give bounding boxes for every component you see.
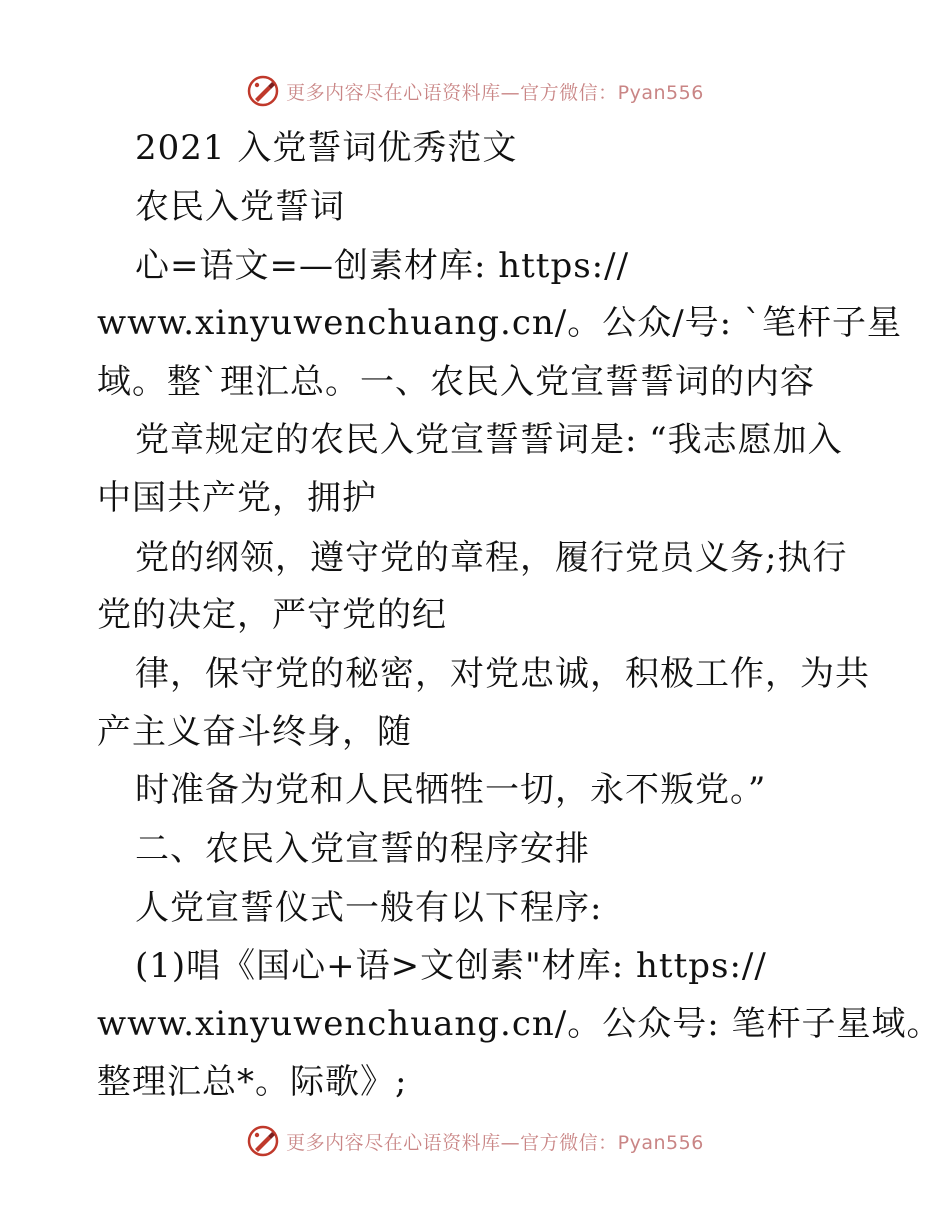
watermark-text: 更多内容尽在心语资料库—官方微信：Pyan556 — [286, 1131, 704, 1154]
text-line: 心=语文=—创素材库: https:// — [135, 246, 630, 286]
text-line: 域。整`理汇总。一、农民入党宣誓誓词的内容 — [97, 362, 815, 402]
text-line: 党的纲领，遵守党的章程，履行党员义务;执行 — [135, 538, 848, 578]
watermark-text: 更多内容尽在心语资料库—官方微信：Pyan556 — [286, 81, 704, 104]
header-watermark — [0, 71, 950, 111]
text-line: 时准备为党和人民牺牲一切，永不叛党。” — [135, 770, 767, 810]
text-line: 整理汇总*。际歌》; — [97, 1062, 408, 1102]
text-line: 人党宣誓仪式一般有以下程序: — [135, 888, 603, 928]
footer-watermark — [0, 1121, 950, 1161]
text-line: (1)唱《国心+语>文创素"材库: https:// — [135, 946, 767, 986]
doc-title: 2021 入党誓词优秀范文 — [135, 128, 518, 168]
pen-logo-icon — [246, 74, 280, 108]
text-line: 产主义奋斗终身，随 — [97, 712, 412, 752]
section-heading: 二、农民入党宣誓的程序安排 — [135, 829, 590, 869]
text-line: www.xinyuwenchuang.cn/。公众号: 笔杆子星域。 — [97, 1004, 942, 1044]
doc-subtitle: 农民入党誓词 — [135, 187, 345, 227]
text-line: 党的决定，严守党的纪 — [97, 595, 447, 635]
text-line: 党章规定的农民入党宣誓誓词是: “我志愿加入 — [135, 420, 843, 460]
text-line: 中国共产党，拥护 — [97, 478, 377, 518]
pen-logo-icon — [246, 1124, 280, 1158]
text-line: 律，保守党的秘密，对党忠诚，积极工作，为共 — [135, 654, 870, 694]
text-line: www.xinyuwenchuang.cn/。公众/号: `笔杆子星 — [97, 303, 902, 343]
